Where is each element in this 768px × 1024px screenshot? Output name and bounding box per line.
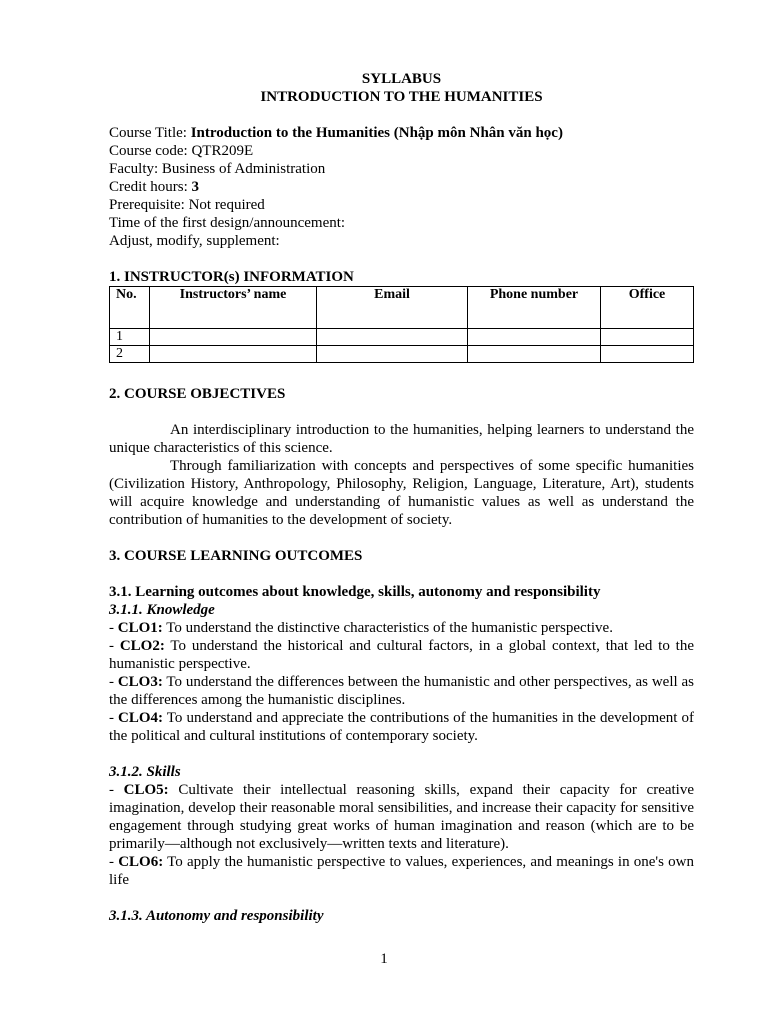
objectives-paragraph-1: An interdisciplinary introduction to the humanities, helping learners to understand the unique characteristics of this science. bbox=[109, 422, 694, 456]
clo5-text: Cultivate their intellectual reasoning skills, expand their capacity for creative imagination, develop their reasonable moral sensibilities, and increase their capacity for sensitive engagement through studying great works of human imagination and reason (which are to be primarily—although not exclusively—written texts and literature). bbox=[109, 782, 694, 852]
prerequisite-line: Prerequisite: Not required bbox=[109, 197, 265, 213]
row-cell bbox=[317, 329, 468, 346]
col-email: Email bbox=[317, 287, 468, 329]
dash: - bbox=[109, 710, 119, 726]
table-row bbox=[110, 329, 694, 346]
course-title-label: Course Title: bbox=[109, 125, 191, 141]
course-title-value: Introduction to the Humanities (Nhập môn Nhân văn học) bbox=[190, 125, 563, 141]
clo6-item bbox=[109, 853, 694, 889]
time-line: Time of the first design/announcement: bbox=[109, 215, 346, 231]
row-cell bbox=[150, 346, 317, 363]
autonomy-heading: 3.1.3. Autonomy and responsibility bbox=[109, 908, 324, 924]
dash: - bbox=[109, 674, 118, 690]
col-no: No. bbox=[110, 287, 150, 329]
clo4-label: CLO4: bbox=[118, 710, 164, 726]
clo3-item bbox=[109, 673, 694, 709]
col-name: Instructors’ name bbox=[150, 287, 317, 329]
adjust-line: Adjust, modify, supplement: bbox=[109, 233, 280, 249]
credit-hours-label: Credit hours: bbox=[109, 179, 192, 195]
dash: - bbox=[109, 782, 124, 798]
row-cell bbox=[468, 346, 601, 363]
col-phone: Phone number bbox=[468, 287, 601, 329]
page-number: 1 bbox=[380, 951, 388, 967]
clo3-label: CLO3: bbox=[117, 674, 163, 690]
clo4-text: To understand and appreciate the contributions of the humanities in the development of the political and cultural institutions of contemporary society. bbox=[109, 710, 694, 744]
clo1-text: To understand the distinctive characteristics of the humanistic perspective. bbox=[162, 620, 613, 636]
row-no: 2 bbox=[110, 346, 150, 363]
instructor-table bbox=[109, 286, 694, 363]
row-cell bbox=[601, 346, 694, 363]
clo2-text: To understand the historical and cultural factors, in a global context, that led to the humanistic perspective. bbox=[109, 638, 694, 672]
doc-title-syllabus: SYLLABUS bbox=[361, 71, 442, 87]
clo4-item bbox=[109, 709, 694, 745]
table-row bbox=[110, 346, 694, 363]
dash: - bbox=[109, 638, 120, 654]
clo5-label: CLO5: bbox=[123, 782, 169, 798]
section3-heading: 3. COURSE LEARNING OUTCOMES bbox=[109, 548, 363, 564]
table-header-row bbox=[110, 287, 694, 329]
doc-title-course: INTRODUCTION TO THE HUMANITIES bbox=[260, 89, 543, 105]
course-title-line bbox=[109, 124, 694, 142]
document-body bbox=[109, 70, 694, 925]
skills-heading: 3.1.2. Skills bbox=[109, 764, 181, 780]
row-cell bbox=[150, 329, 317, 346]
faculty-line: Faculty: Business of Administration bbox=[109, 161, 326, 177]
clo1-item bbox=[109, 619, 694, 637]
credit-hours-value: 3 bbox=[191, 179, 199, 195]
col-office: Office bbox=[601, 287, 694, 329]
clo2-label: CLO2: bbox=[119, 638, 165, 654]
objectives-paragraph-2: Through familiarization with concepts and perspectives of some specific humanities (Civilization History, Anthropology, Philosophy, Religion, Language, Literature, Art), students will acquire knowledge and understanding of humanistic values as well as understand the contribution of humanities to the development of society. bbox=[109, 458, 694, 528]
section1-heading: 1. INSTRUCTOR(s) INFORMATION bbox=[109, 269, 354, 285]
row-cell bbox=[468, 329, 601, 346]
clo5-item bbox=[109, 781, 694, 853]
clo2-item bbox=[109, 637, 694, 673]
knowledge-heading: 3.1.1. Knowledge bbox=[109, 602, 215, 618]
row-cell bbox=[601, 329, 694, 346]
row-no: 1 bbox=[110, 329, 150, 346]
clo1-label: CLO1: bbox=[117, 620, 163, 636]
row-cell bbox=[317, 346, 468, 363]
clo6-text: To apply the humanistic perspective to values, experiences, and meanings in one's own life bbox=[109, 854, 694, 888]
credit-hours-line bbox=[109, 178, 694, 196]
dash: - bbox=[109, 620, 118, 636]
clo3-text: To understand the differences between the humanistic and other perspectives, as well as the differences among the humanistic disciplines. bbox=[109, 674, 694, 708]
subsection-3-1-heading: 3.1. Learning outcomes about knowledge, skills, autonomy and responsibility bbox=[109, 584, 601, 600]
course-code-line: Course code: QTR209E bbox=[109, 143, 254, 159]
clo6-label: CLO6: bbox=[118, 854, 164, 870]
section2-heading: 2. COURSE OBJECTIVES bbox=[109, 386, 286, 402]
dash: - bbox=[109, 854, 119, 870]
